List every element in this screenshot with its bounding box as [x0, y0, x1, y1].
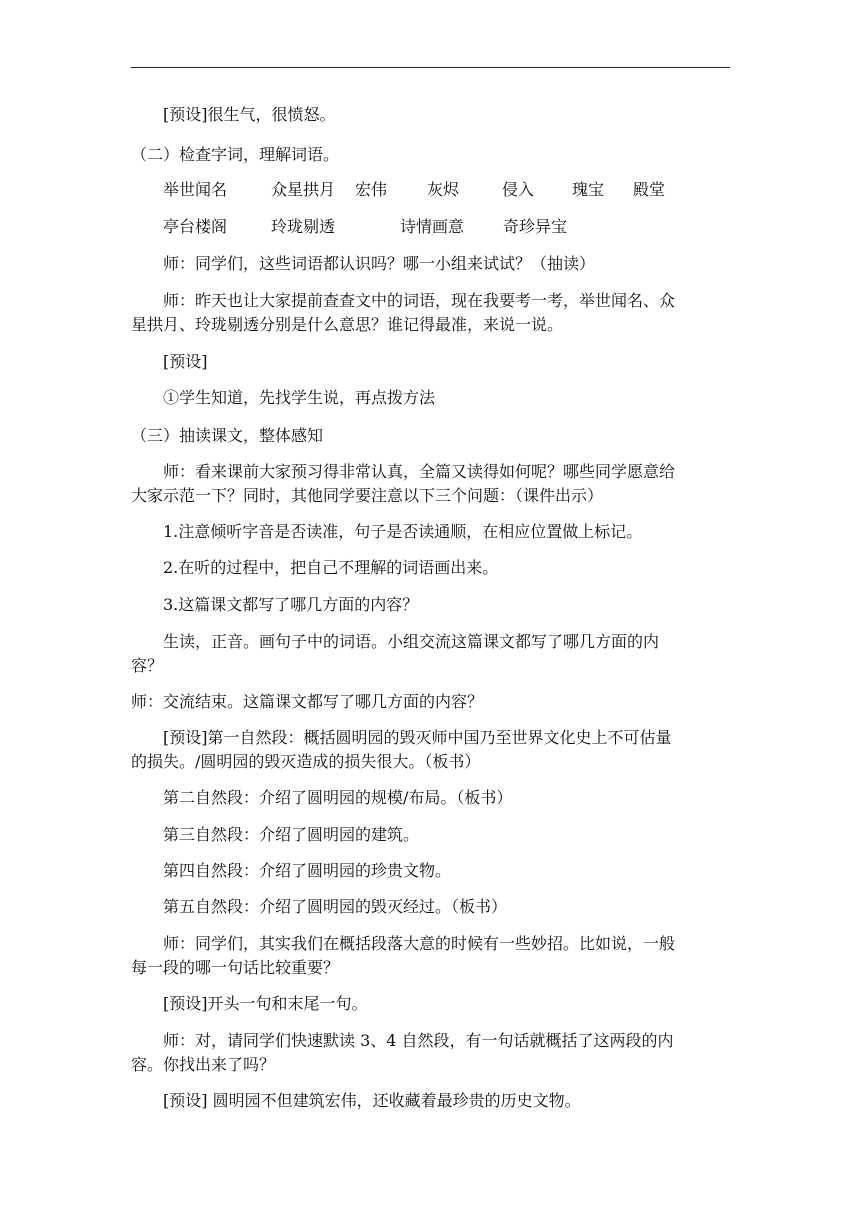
preset-answer-cont: 的损失。/圆明园的毁灭造成的损失很大。（板书）: [131, 752, 481, 771]
word-item: 灰烬: [427, 180, 460, 199]
preset-answer-1: [预设]很生气，很愤怒。: [163, 105, 336, 124]
preset-label: [预设]: [163, 352, 208, 371]
word-item: 诗情画意: [400, 217, 465, 236]
preset-answer: [预设] 圆明园不但建筑宏伟，还收藏着最珍贵的历史文物。: [163, 1091, 581, 1110]
teacher-line-cont: 大家示范一下？同时，其他同学要注意以下三个问题：（课件出示）: [131, 486, 604, 505]
teacher-line-cont: 星拱月、玲珑剔透分别是什么意思？谁记得最准，来说一说。: [131, 315, 564, 334]
question-item: 3.这篇课文都写了哪几方面的内容？: [163, 595, 419, 614]
word-item: 众星拱月: [271, 180, 336, 199]
teacher-line-cont: 每一段的哪一句话比较重要？: [131, 958, 340, 977]
question-item: 1.注意倾听字音是否读准，句子是否读通顺，在相应位置做上标记。: [163, 522, 643, 541]
word-item: 亭台楼阁: [163, 217, 228, 236]
student-line-cont: 容？: [131, 656, 164, 675]
word-item: 宏伟: [355, 180, 388, 199]
paragraph-summary: 第五自然段：介绍了圆明园的毁灭经过。（板书）: [163, 897, 508, 916]
paragraph-summary: 第三自然段：介绍了圆明园的建筑。: [163, 825, 420, 844]
teacher-line-cont: 容。你找出来了吗？: [131, 1055, 276, 1074]
word-item: 殿堂: [633, 180, 666, 199]
student-line: 生读，正音。画句子中的词语。小组交流这篇课文都写了哪几方面的内: [163, 632, 660, 651]
section-heading-2: （二）检查字词，理解词语。: [131, 145, 340, 164]
paragraph-summary: 第二自然段：介绍了圆明园的规模/布局。（板书）: [163, 788, 513, 807]
preset-point: ①学生知道，先找学生说，再点拨方法: [163, 388, 436, 407]
word-item: 侵入: [502, 180, 535, 199]
header-rule: [131, 67, 730, 68]
preset-answer: [预设]开头一句和末尾一句。: [163, 994, 368, 1013]
question-item: 2.在听的过程中，把自己不理解的词语画出来。: [163, 558, 499, 577]
teacher-line: 师：昨天也让大家提前查查文中的词语，现在我要考一考，举世闻名、众: [163, 291, 676, 310]
teacher-line: 师：同学们，这些词语都认识吗？哪一小组来试试？（抽读）: [163, 254, 596, 273]
word-item: 瑰宝: [572, 180, 605, 199]
word-item: 奇珍异宝: [503, 217, 568, 236]
teacher-line: 师：交流结束。这篇课文都写了哪几方面的内容？: [131, 692, 484, 711]
teacher-line: 师：同学们，其实我们在概括段落大意的时候有一些妙招。比如说，一般: [163, 934, 676, 953]
word-item: 玲珑剔透: [271, 217, 336, 236]
paragraph-summary: 第四自然段：介绍了圆明园的珍贵文物。: [163, 861, 452, 880]
teacher-line: 师：看来课前大家预习得非常认真，全篇又读得如何呢？哪些同学愿意给: [163, 462, 676, 481]
word-item: 举世闻名: [163, 180, 228, 199]
section-heading-3: （三）抽读课文，整体感知: [131, 426, 324, 445]
preset-answer: [预设]第一自然段：概括圆明园的毁灭师中国乃至世界文化史上不可估量: [163, 728, 672, 747]
teacher-line: 师：对，请同学们快速默读 3、4 自然段，有一句话就概括了这两段的内: [163, 1031, 674, 1050]
